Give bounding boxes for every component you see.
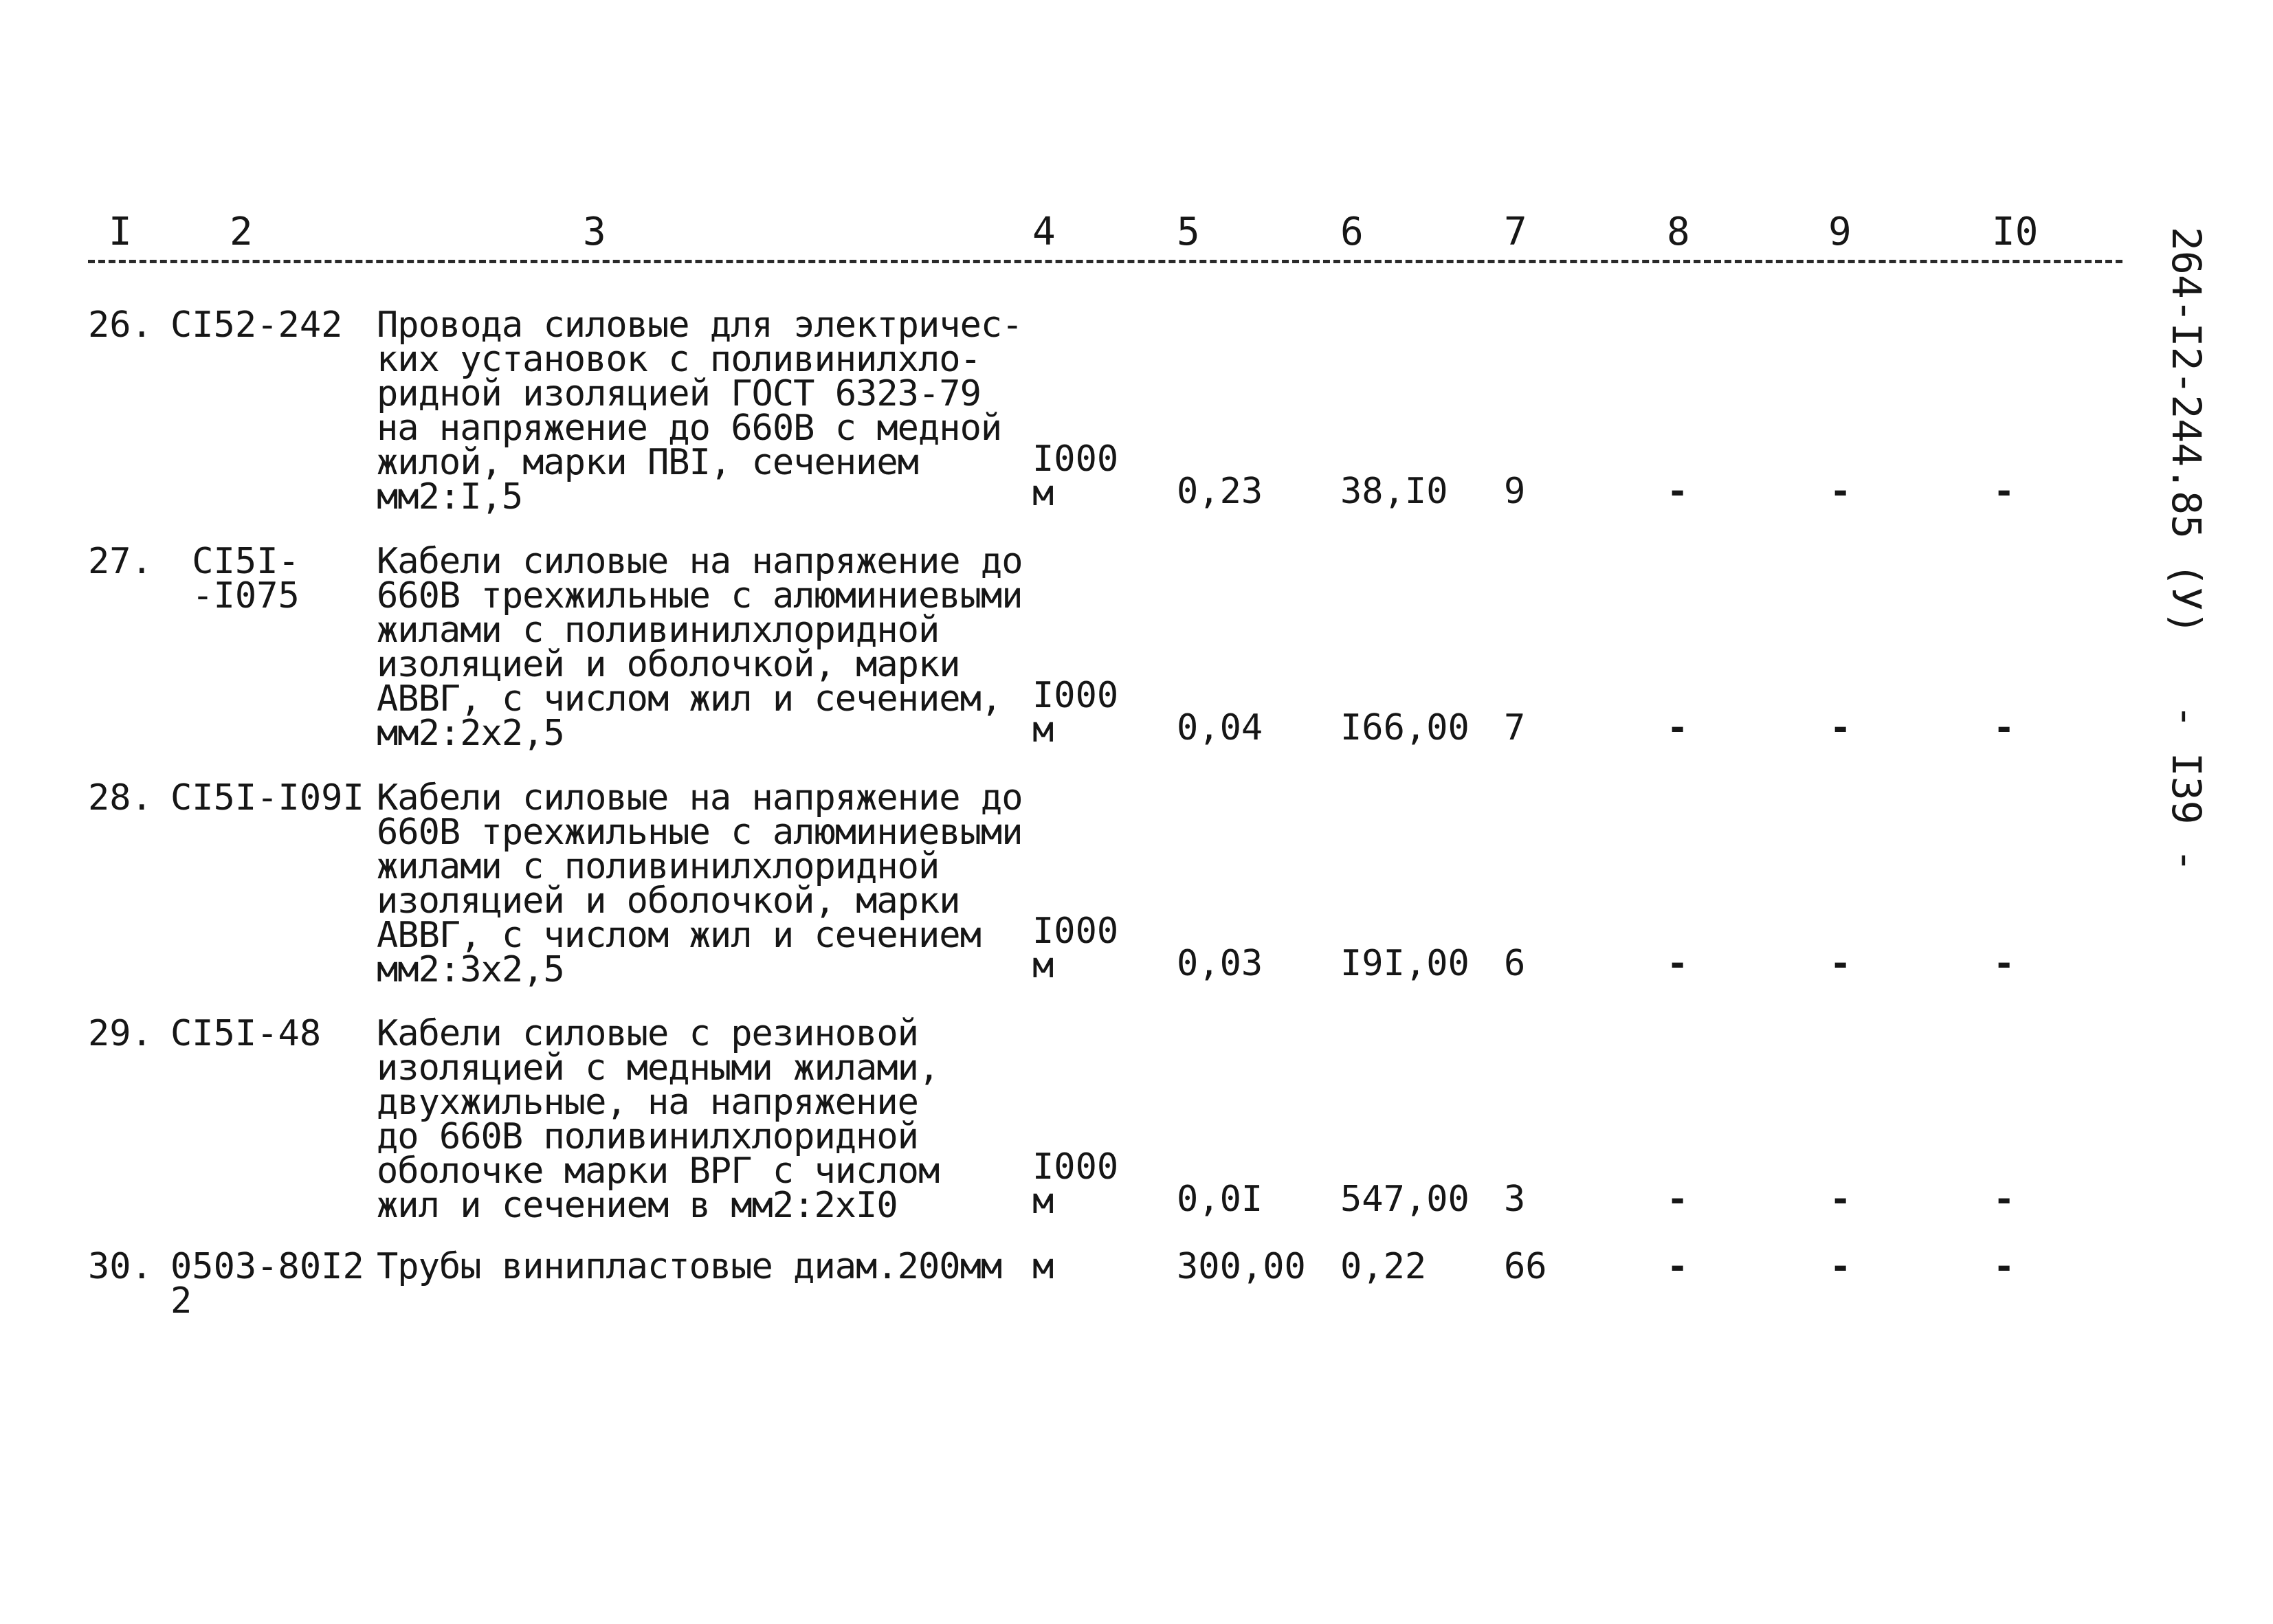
row-code: CI52-242 bbox=[170, 304, 343, 346]
row-col5: 0,23 bbox=[1177, 471, 1263, 512]
row-number: 26. bbox=[88, 304, 153, 346]
row-col9: - bbox=[1830, 707, 1852, 748]
row-col7: 9 bbox=[1504, 471, 1526, 512]
column-header-10: I0 bbox=[1992, 210, 2039, 254]
row-col6: 0,22 bbox=[1340, 1246, 1427, 1287]
row-col7: 6 bbox=[1504, 943, 1526, 984]
row-col10: - bbox=[1993, 471, 2015, 512]
row-col8: - bbox=[1667, 943, 1689, 984]
row-col8: - bbox=[1667, 707, 1689, 748]
row-description: Трубы винипластовые диам.200мм bbox=[377, 1246, 1002, 1287]
column-header-9: 9 bbox=[1828, 210, 1852, 254]
document-code: 264-I2-244.85 (У) bbox=[2163, 227, 2210, 635]
row-col9: - bbox=[1830, 943, 1852, 984]
column-header-3: 3 bbox=[583, 210, 606, 254]
row-col5: 0,03 bbox=[1177, 943, 1263, 984]
row-col6: I66,00 bbox=[1340, 707, 1470, 748]
page-number: - I39 - bbox=[2163, 704, 2210, 873]
row-col6: I9I,00 bbox=[1340, 943, 1470, 984]
column-header-4: 4 bbox=[1032, 210, 1056, 254]
header-rule bbox=[88, 260, 2122, 263]
column-header-8: 8 bbox=[1667, 210, 1690, 254]
row-description: Кабели силовые на напряжение до 660В трехжильные с алюминиевыми жилами с поливинилхлоридной изоляцией и оболочкой, марки АВВГ, с числом жил и сечением мм2:3x2,5 bbox=[377, 777, 1023, 990]
row-unit: I000 м bbox=[1032, 438, 1119, 514]
row-col9: - bbox=[1830, 471, 1852, 512]
row-col6: 38,I0 bbox=[1340, 471, 1448, 512]
row-col8: - bbox=[1667, 1246, 1689, 1287]
row-number: 30. bbox=[88, 1246, 153, 1287]
row-description: Кабели силовые на напряжение до 660В трехжильные с алюминиевыми жилами с поливинилхлоридной изоляцией и оболочкой, марки АВВГ, с числом жил и сечением, мм2:2x2,5 bbox=[377, 541, 1023, 754]
column-header-7: 7 bbox=[1504, 210, 1527, 254]
column-header-2: 2 bbox=[230, 210, 253, 254]
row-col10: - bbox=[1993, 943, 2015, 984]
row-col9: - bbox=[1830, 1179, 1852, 1220]
row-col5: 0,0I bbox=[1177, 1179, 1263, 1220]
row-col10: - bbox=[1993, 707, 2015, 748]
row-col8: - bbox=[1667, 471, 1689, 512]
row-col7: 66 bbox=[1504, 1246, 1547, 1287]
row-col7: 7 bbox=[1504, 707, 1526, 748]
row-description: Провода силовые для электричес- ких установок с поливинилхло- ридной изоляцией ГОСТ 6323-79 на напряжение до 660В с медной жилой, марки ПВI, сечением мм2:I,5 bbox=[377, 304, 1023, 518]
column-header-1: I bbox=[109, 210, 132, 254]
row-code: CI5I-48 bbox=[170, 1013, 322, 1054]
row-unit: м bbox=[1032, 1246, 1054, 1287]
row-col6: 547,00 bbox=[1340, 1179, 1470, 1220]
row-col5: 300,00 bbox=[1177, 1246, 1306, 1287]
row-col8: - bbox=[1667, 1179, 1689, 1220]
row-col9: - bbox=[1830, 1246, 1852, 1287]
row-number: 29. bbox=[88, 1013, 153, 1054]
row-col5: 0,04 bbox=[1177, 707, 1263, 748]
row-code: CI5I- -I075 bbox=[192, 541, 300, 616]
row-code: 0503-80I2 2 bbox=[170, 1246, 364, 1322]
row-number: 27. bbox=[88, 541, 153, 582]
row-unit: I000 м bbox=[1032, 911, 1119, 986]
row-unit: I000 м bbox=[1032, 1146, 1119, 1222]
row-col10: - bbox=[1993, 1179, 2015, 1220]
row-col7: 3 bbox=[1504, 1179, 1526, 1220]
column-header-5: 5 bbox=[1177, 210, 1200, 254]
row-description: Кабели силовые с резиновой изоляцией с медными жилами, двухжильные, на напряжение до 660В поливинилхлоридной оболочке марки ВРГ с числом жил и сечением в мм2:2xI0 bbox=[377, 1013, 940, 1226]
row-code: CI5I-I09I bbox=[170, 777, 364, 819]
row-unit: I000 м bbox=[1032, 675, 1119, 750]
row-number: 28. bbox=[88, 777, 153, 819]
column-header-6: 6 bbox=[1340, 210, 1364, 254]
row-col10: - bbox=[1993, 1246, 2015, 1287]
